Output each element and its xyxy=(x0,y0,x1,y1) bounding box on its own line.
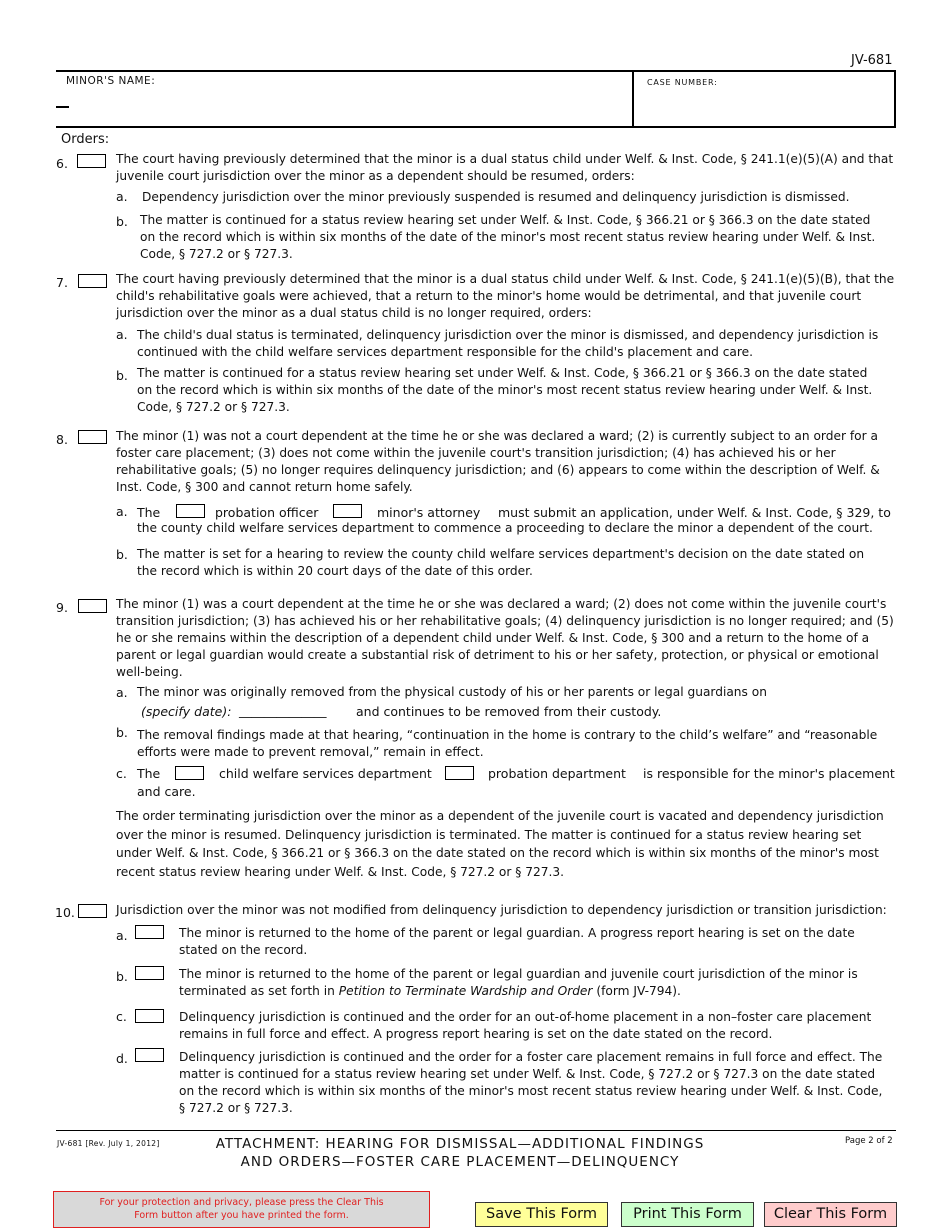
item-9c-probation-label: probation department xyxy=(488,766,626,781)
item-10a-checkbox[interactable] xyxy=(135,925,164,939)
item-7-checkbox[interactable] xyxy=(78,274,107,288)
item-8-text: The minor (1) was not a court dependent at the time he or she was declared a ward; (2) is currently subject to an order for a foster care placement; (3) does not come within the juvenile court's transition jurisdiction; (4) has achieved his or her rehabilitative goals; (5) no longer requires delinquency jurisdiction; and (6) appears to come within the description of Welf. & Inst. Code, § 300 and cannot return home safely. xyxy=(116,429,880,494)
item-10-text: Jurisdiction over the minor was not modified from delinquency jurisdiction to dependency jurisdiction or transition jurisdiction: xyxy=(116,903,887,917)
item-9c-cws-label: child welfare services department xyxy=(219,766,432,781)
minor-name-field[interactable] xyxy=(62,89,630,121)
item-9a-text: The minor was originally removed from the physical custody of his or her parents or legal guardians on xyxy=(137,685,767,699)
item-8-checkbox[interactable] xyxy=(78,430,107,444)
item-10b-checkbox[interactable] xyxy=(135,966,164,980)
print-form-button[interactable]: Print This Form xyxy=(621,1202,754,1227)
item-10b-petition-title: Petition to Terminate Wardship and Order xyxy=(338,984,593,998)
item-6-text: The court having previously determined that the minor is a dual status child under Welf. & Inst. Code, § 241.1(e)(5)(A) and that juvenile court jurisdiction over the minor as a dependent should be resumed, orders: xyxy=(116,152,894,183)
item-9c-cws-checkbox[interactable] xyxy=(175,766,204,780)
item-8a-the: The xyxy=(137,505,161,520)
item-6a-text: Dependency jurisdiction over the minor previously suspended is resumed and delinquency jurisdiction is dismissed. xyxy=(142,190,850,204)
item-10b-text xyxy=(179,966,879,1000)
item-8a-label: a. xyxy=(116,504,128,519)
footer-title xyxy=(200,1135,720,1171)
item-8a-text-1: must submit an application, under Welf. & Inst. Code, § 329, to xyxy=(498,505,891,520)
item-8a-minors-attorney-label: minor's attorney xyxy=(377,505,481,520)
item-9b-text: The removal findings made at that hearing, “continuation in the home is contrary to the child’s welfare” and “reasonable efforts were made to prevent removal,” remain in effect. xyxy=(137,728,878,759)
item-9-checkbox[interactable] xyxy=(78,599,107,613)
item-6-number: 6. xyxy=(56,156,68,171)
case-number-label: CASE NUMBER: xyxy=(647,78,718,87)
item-10b-text-pre: The minor is returned to the home of the parent or legal guardian and juvenile court jurisdiction of the minor is terminated as set forth in xyxy=(179,967,858,998)
item-10c-checkbox[interactable] xyxy=(135,1009,164,1023)
item-7b-text: The matter is continued for a status review hearing set under Welf. & Inst. Code, § 366.21 or § 366.3 on the date stated on the record which is within six months of the date of the minor's most recent status review hearing under Welf. & Inst. Code, § 727.2 or § 727.3. xyxy=(137,366,873,414)
footer-rev: JV-681 [Rev. July 1, 2012] xyxy=(57,1139,160,1148)
item-7b-label: b. xyxy=(116,368,128,383)
footer-title-line-1: ATTACHMENT: HEARING FOR DISMISSAL—ADDITIONAL FINDINGS xyxy=(215,1136,705,1152)
item-10c-label: c. xyxy=(116,1009,127,1024)
item-10a-label: a. xyxy=(116,928,128,943)
item-10d-text: Delinquency jurisdiction is continued and the order for a foster care placement remains in full force and effect. The matter is continued for a status review hearing set under Welf. & Inst. Code, § 727.2 or § 727.3 on the date stated on the record which is within six months of the minor's most recent status review hearing under Welf. & Inst. Code, § 727.2 or § 727.3. xyxy=(179,1050,883,1115)
item-9c-text-1: is responsible for the minor's placement xyxy=(643,766,895,781)
footer-title-line-2: AND ORDERS—FOSTER CARE PLACEMENT—DELINQUENCY xyxy=(240,1154,680,1170)
item-10a-text: The minor is returned to the home of the parent or legal guardian. A progress report hearing is set on the date stated on the record. xyxy=(179,926,855,957)
item-9a-rest: and continues to be removed from their custody. xyxy=(356,704,662,719)
item-9a-specify-label: (specify date): xyxy=(141,704,232,719)
footer-rule xyxy=(56,1130,896,1131)
item-8-number: 8. xyxy=(56,432,68,447)
item-9-text: The minor (1) was a court dependent at the time he or she was declared a ward; (2) does not come within the juvenile court's transition jurisdiction; (3) has achieved his or her rehabilitative goals; (4) delinquency jurisdiction is no longer required; and (5) he or she remains within the description of a dependent child under Welf. & Inst. Code, § 300 and a return to the home of a parent or legal guardian would create a substantial risk of detriment to his or her safety, protection, or physical or emotional well-being. xyxy=(116,597,894,679)
item-7a-text: The child's dual status is terminated, delinquency jurisdiction over the minor is dismissed, and dependency jurisdiction is continued with the child welfare services department responsible for the child's placement and care. xyxy=(137,328,879,359)
item-10-number: 10. xyxy=(55,905,75,920)
item-8b-text: The matter is set for a hearing to review the county child welfare services department's decision on the date stated on the record which is within 20 court days of the date of this order. xyxy=(137,547,865,578)
item-10b-label: b. xyxy=(116,969,128,984)
item-9a-date-field[interactable]: ______________ xyxy=(239,703,327,718)
item-6b-label: b. xyxy=(116,214,128,229)
item-10d-checkbox[interactable] xyxy=(135,1048,164,1062)
save-form-button[interactable]: Save This Form xyxy=(475,1202,608,1227)
item-9c-probation-checkbox[interactable] xyxy=(445,766,474,780)
item-9c-text-2: and care. xyxy=(137,784,196,799)
item-10d-label: d. xyxy=(116,1051,128,1066)
item-6-checkbox[interactable] xyxy=(77,154,106,168)
item-9b-label: b. xyxy=(116,725,128,740)
case-number-field[interactable] xyxy=(640,88,892,122)
item-9a-label: a. xyxy=(116,685,128,700)
item-6b-text: The matter is continued for a status review hearing set under Welf. & Inst. Code, § 366.21 or § 366.3 on the date stated on the record which is within six months of the date of the minor's most recent status review hearing under Welf. & Inst. Code, § 727.2 or § 727.3. xyxy=(140,213,876,261)
item-7-text: The court having previously determined that the minor is a dual status child under Welf. & Inst. Code, § 241.1(e)(5)(B), that the child's rehabilitative goals were achieved, that a return to the minor's home would be detrimental, and that juvenile court jurisdiction over the minor as a dual status child is no longer required, orders: xyxy=(116,272,895,320)
item-10b-text-post: (form JV-794). xyxy=(596,984,681,998)
item-8a-text-2: the county child welfare services department to commence a proceeding to declare the minor a dependent of the court. xyxy=(137,521,873,535)
item-9-closing-text: The order terminating jurisdiction over the minor as a dependent of the juvenile court is vacated and dependency jurisdiction over the minor is resumed. Delinquency jurisdiction is terminated. The matter is continued for a status review hearing set under Welf. & Inst. Code, § 366.21 or § 366.3 on the date stated on the record which is within six months of the minor's most recent status review hearing under Welf. & Inst. Code, § 727.2 or § 727.3. xyxy=(116,809,884,879)
item-9c-label: c. xyxy=(116,766,127,781)
item-10c-text: Delinquency jurisdiction is continued and the order for an out-of-home placement in a non–foster care placement remains in full force and effect. A progress report hearing is set on the date stated on the record. xyxy=(179,1010,872,1041)
item-9-number: 9. xyxy=(56,600,68,615)
item-8a-minors-attorney-checkbox[interactable] xyxy=(333,504,362,518)
item-8b-label: b. xyxy=(116,547,128,562)
privacy-notice: For your protection and privacy, please press the Clear This Form button after you have printed the form. xyxy=(53,1191,430,1228)
item-8a-probation-officer-checkbox[interactable] xyxy=(176,504,205,518)
orders-label: Orders: xyxy=(61,132,110,147)
item-6a-label: a. xyxy=(116,189,128,204)
item-7a-label: a. xyxy=(116,327,128,342)
minor-name-label: MINOR'S NAME: xyxy=(66,75,156,87)
footer-page: Page 2 of 2 xyxy=(845,1136,893,1146)
item-9c-the: The xyxy=(137,766,161,781)
clear-form-button[interactable]: Clear This Form xyxy=(764,1202,897,1227)
item-8a-probation-officer-label: probation officer xyxy=(215,505,319,520)
form-id: JV-681 xyxy=(851,53,893,68)
item-10-checkbox[interactable] xyxy=(78,904,107,918)
item-7-number: 7. xyxy=(56,275,68,290)
